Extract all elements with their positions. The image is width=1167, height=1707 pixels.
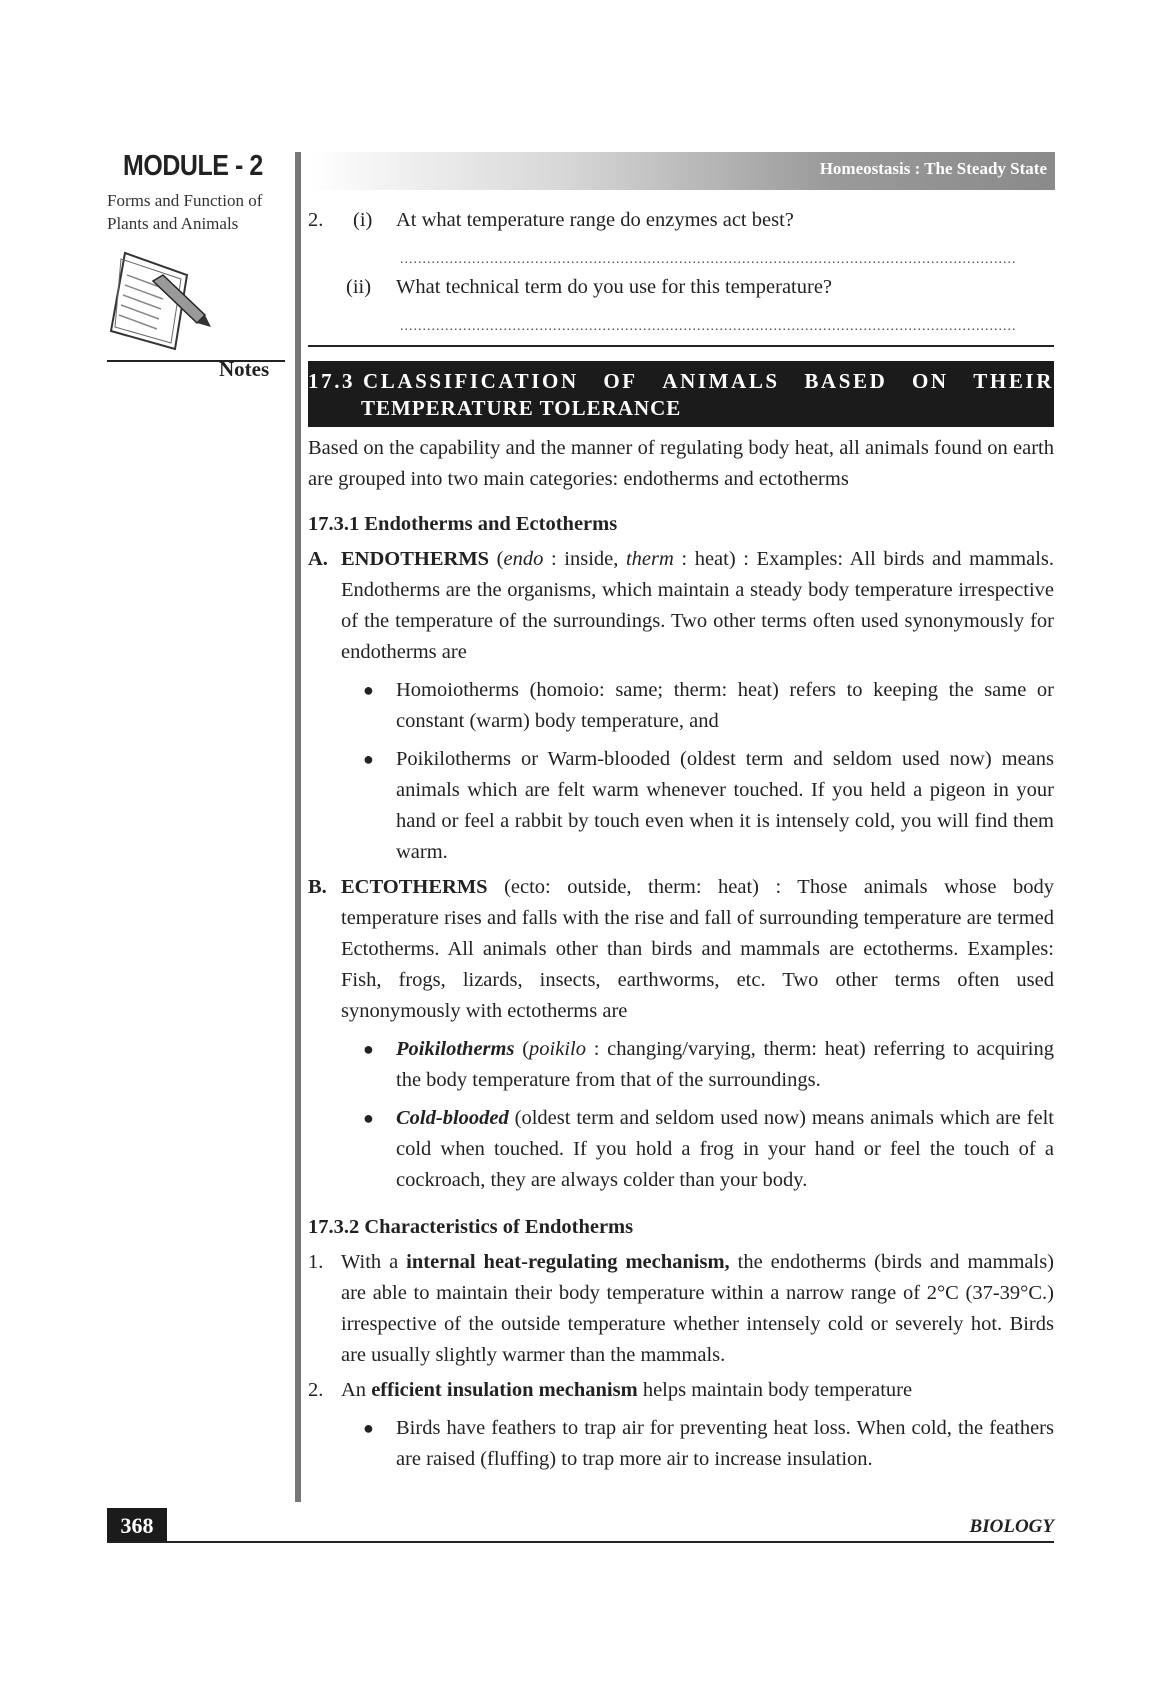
text: (ecto: outside, therm: heat) : Those animals whose body temperature rises and falls with the rise and fall of surrounding temperature are termed Ectotherms. All animals other than birds and mammals are ectotherms. Examples: Fish, frogs, lizards, insects, earthworms, etc. Two other terms often used synonymously with ectotherms are (341, 876, 1054, 1022)
heading-word: THEIR (973, 369, 1054, 393)
term: Poikilotherms (396, 1038, 515, 1060)
main-content (308, 205, 1054, 1475)
term: Cold-blooded (396, 1107, 509, 1129)
term: ECTOTHERMS (341, 876, 488, 898)
question-2-label: (ii) (346, 276, 372, 298)
subsection-heading: 17.3.1 Endotherms and Ectotherms (308, 513, 618, 535)
heading-word: ON (911, 369, 949, 393)
bullet-icon: ● (363, 1039, 374, 1059)
item-marker: 2. (308, 1379, 324, 1401)
list-item (308, 872, 1054, 1027)
bullet-body (396, 1034, 1054, 1096)
text: (oldest term and seldom used now) means animals which are felt cold when touched. If you hold a frog in your hand or feel the touch of a cockroach, they are always colder than your body. (396, 1107, 1054, 1191)
footer-rule (107, 1541, 1054, 1543)
text: ( (489, 548, 504, 570)
text: : changing/varying, therm: heat) referring to acquiring the body temperature from that of the surroundings. (396, 1038, 1055, 1091)
item-marker: A. (308, 548, 328, 570)
answer-line-1: ......................................................................................................................................... (400, 252, 1017, 267)
term: efficient insulation mechanism (371, 1379, 638, 1401)
heading-word: OF (603, 369, 638, 393)
section-heading-line2: TEMPERATURE TOLERANCE (361, 396, 682, 420)
heading-word: BASED (804, 369, 888, 393)
item-body (341, 1247, 1054, 1371)
bullet-body: Homoiotherms (homoio: same; therm: heat) refers to keeping the same or constant (warm) body temperature, and (396, 679, 1054, 732)
list-item (308, 1375, 1054, 1406)
answer-line-2: ......................................................................................................................................... (400, 319, 1017, 334)
item-body (341, 1375, 1054, 1406)
chapter-header (308, 152, 1055, 190)
bullet-item (308, 744, 1054, 868)
item-marker: B. (308, 876, 327, 898)
term-italic: endo (503, 548, 544, 570)
question-1 (308, 205, 1054, 236)
chapter-title: Homeostasis : The Steady State (819, 159, 1047, 178)
section-heading (308, 361, 1054, 427)
bullet-icon: ● (363, 749, 374, 769)
item-marker: 1. (308, 1251, 324, 1273)
section-rule (308, 345, 1054, 347)
bullet-body: Birds have feathers to trap air for preventing heat loss. When cold, the feathers are raised (fluffing) to trap more air to increase insulation. (396, 1417, 1054, 1470)
term: ENDOTHERMS (341, 548, 490, 570)
margin-divider (295, 152, 301, 1502)
sidebar (107, 150, 287, 381)
bullet-icon: ● (363, 1418, 374, 1438)
heading-word: 17.3 CLASSIFICATION (308, 369, 579, 393)
text: An (341, 1379, 372, 1401)
bullet-item (308, 1413, 1054, 1475)
bullet-icon: ● (363, 1108, 374, 1128)
text: ( (514, 1038, 530, 1060)
bullet-item (308, 1103, 1054, 1196)
section-heading-line1 (308, 368, 1054, 395)
item-body (341, 544, 1054, 668)
question-2-text: What technical term do you use for this temperature? (396, 276, 833, 298)
term: internal heat-regulating mechanism, (406, 1251, 730, 1273)
question-2 (308, 272, 1054, 303)
bullet-body: Poikilotherms or Warm-blooded (oldest term and seldom used now) means animals which are felt warm whenever touched. If you held a pigeon in your hand or feel a rabbit by touch even when it is intensely cold, you will find them warm. (396, 748, 1054, 863)
notes-pencil-icon (107, 245, 217, 360)
question-1-label: (i) (353, 209, 373, 231)
heading-word: ANIMALS (662, 369, 780, 393)
bullet-item (308, 1034, 1054, 1096)
bullet-icon: ● (363, 680, 374, 700)
text: With a (341, 1251, 407, 1273)
module-subtitle-line1: Forms and Function of (107, 191, 263, 210)
module-subtitle-line2: Plants and Animals (107, 214, 239, 233)
text: helps maintain body temperature (637, 1379, 913, 1401)
bullet-body (396, 1103, 1054, 1196)
module-subtitle (107, 189, 287, 235)
section-intro: Based on the capability and the manner of regulating body heat, all animals found on earth are grouped into two main categories: endotherms and ectotherms (308, 437, 1054, 490)
text: : heat) : Examples: All birds and mammals. Endotherms are the organisms, which maintain a steady body temperature irrespective of the temperature of the surroundings. Two other terms often used synonymously for endotherms are (341, 548, 1054, 663)
text: : inside, (543, 548, 626, 570)
notes-label: Notes (219, 357, 270, 381)
subsection-heading: 17.3.2 Characteristics of Endotherms (308, 1216, 634, 1238)
question-1-text: At what temperature range do enzymes act best? (396, 209, 794, 231)
text: the endotherms (birds and mammals) are able to maintain their body temperature within a narrow range of 2°C (37-39°C.) irrespective of the outside temperature whether intensely cold or severely hot. Birds are usually slightly warmer than the mammals. (341, 1251, 1054, 1366)
question-number: 2. (308, 209, 324, 231)
page-number: 368 (107, 1508, 167, 1543)
list-item (308, 1247, 1054, 1371)
module-title: MODULE - 2 (123, 150, 263, 182)
list-item (308, 544, 1054, 668)
item-body (341, 872, 1054, 1027)
footer-subject: BIOLOGY (969, 1516, 1054, 1537)
bullet-item (308, 675, 1054, 737)
term-italic: therm (625, 548, 674, 570)
term-italic: poikilo (529, 1038, 586, 1060)
